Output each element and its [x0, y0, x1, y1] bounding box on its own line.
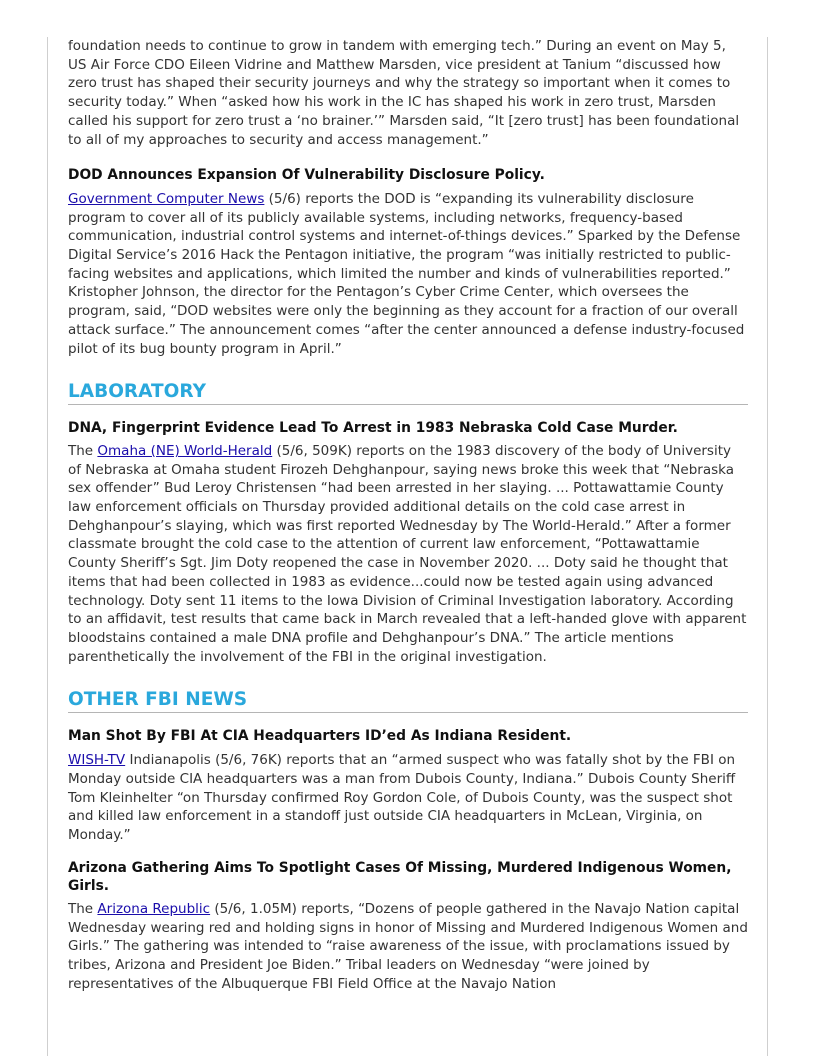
article-dna: [68, 419, 748, 666]
article-text: (5/6) reports the DOD is “expanding its vulnerability disclosure program to cover all of its publicly available systems, including networks, frequency-based communication, industrial control systems and internet-of-things devices.” Sparked by the Defense Digital Service’s 2016 Hack the Pentagon initiative, the program “was initially restricted to public-facing websites and applications, which limited the number and kinds of vulnerabilities reported.” Kristopher Johnson, the director for the Pentagon’s Cyber Crime Center, which oversees the program, said, “DOD websites were only the beginning as they account for a fraction of our overall attack surface.” The announcement comes “after the center announced a defense industry-focused pilot of its bug bounty program in April.”: [68, 190, 745, 357]
article-body: [68, 442, 748, 666]
article-body: [68, 190, 748, 358]
source-link[interactable]: Government Computer News: [68, 190, 265, 207]
article-body: [68, 751, 748, 845]
article-arizona: [68, 859, 748, 994]
article-text: (5/6, 1.05M) reports, “Dozens of people gathered in the Navajo Nation capital Wednesday wearing red and holding signs in honor of Missing and Murdered Indigenous Women and Girls.” The gathering was intended to “raise awareness of the issue, with proclamations issued by tribes, Arizona and President Joe Biden.” Tribal leaders on Wednesday “were joined by representatives of the Albuquerque FBI Field Office at the Navajo Nation: [68, 901, 748, 992]
source-link[interactable]: WISH-TV: [68, 752, 126, 769]
newsletter-content: [68, 37, 748, 994]
source-link[interactable]: Omaha (NE) World-Herald: [97, 442, 273, 459]
article-prefix: The: [68, 442, 98, 459]
article-cia: [68, 727, 748, 844]
article-headline: DOD Announces Expansion Of Vulnerability Disclosure Policy.: [68, 167, 545, 184]
intro-paragraph: foundation needs to continue to grow in tandem with emerging tech.” During an event on May 5, US Air Force CDO Eileen Vidrine and Matthew Marsden, vice president at Tanium “discussed how zero trust has shaped their security journeys and why the strategy so important when it comes to security today.” When “asked how his work in the IC has shaped his work in zero trust, Marsden called his support for zero trust a ‘no brainer.’” Marsden said, “It [zero trust] has been foundational to all of my approaches to security and access management.”: [68, 38, 740, 148]
section-heading-laboratory: LABORATORY: [68, 381, 748, 405]
article-body: [68, 900, 748, 994]
article-text: (5/6, 509K) reports on the 1983 discovery of the body of University of Nebraska at Omaha student Firozeh Dehghanpour, saying news broke this week that “Nebraska sex offender” Bud Leroy Christensen “had been arrested in her slaying. ... Pottawattamie County law enforcement officials on Thursday provided additional details on the cold case arrest in Dehghanpour’s slaying, which was first reported Wednesday by The World-Herald.” After a former classmate brought the cold case to the attention of current law enforcement, “Pottawattamie County Sheriff’s Sgt. Jim Doty reopened the case in November 2020. ... Doty said he thought that items that had been collected in 1983 as evidence...could now be tested again using advanced technology. Doty sent 11 items to the Iowa Division of Criminal Investigation laboratory. According to an affidavit, test results that came back in March revealed that a left-handed glove with apparent bloodstains contained a male DNA profile and Dehghanpour’s DNA.” The article mentions parenthetically the involvement of the FBI in the original investigation.: [68, 442, 747, 665]
article-text: Indianapolis (5/6, 76K) reports that an “armed suspect who was fatally shot by the FBI on Monday outside CIA headquarters was a man from Dubois County, Indiana.” Dubois County Sheriff Tom Kleinhelter “on Thursday confirmed Roy Gordon Cole, of Dubois County, was the suspect shot and killed law enforcement in a standoff just outside CIA headquarters in McLean, Virginia, on Monday.”: [68, 752, 736, 843]
source-link[interactable]: Arizona Republic: [97, 901, 211, 918]
article-headline: DNA, Fingerprint Evidence Lead To Arrest in 1983 Nebraska Cold Case Murder.: [68, 420, 678, 437]
article-headline: Arizona Gathering Aims To Spotlight Cases Of Missing, Murdered Indigenous Women, Girls.: [68, 859, 732, 895]
article-headline: Man Shot By FBI At CIA Headquarters ID’ed As Indiana Resident.: [68, 728, 572, 745]
article-dod: [68, 166, 748, 358]
section-heading-other-fbi-news: OTHER FBI NEWS: [68, 689, 748, 713]
article-prefix: The: [68, 901, 98, 918]
